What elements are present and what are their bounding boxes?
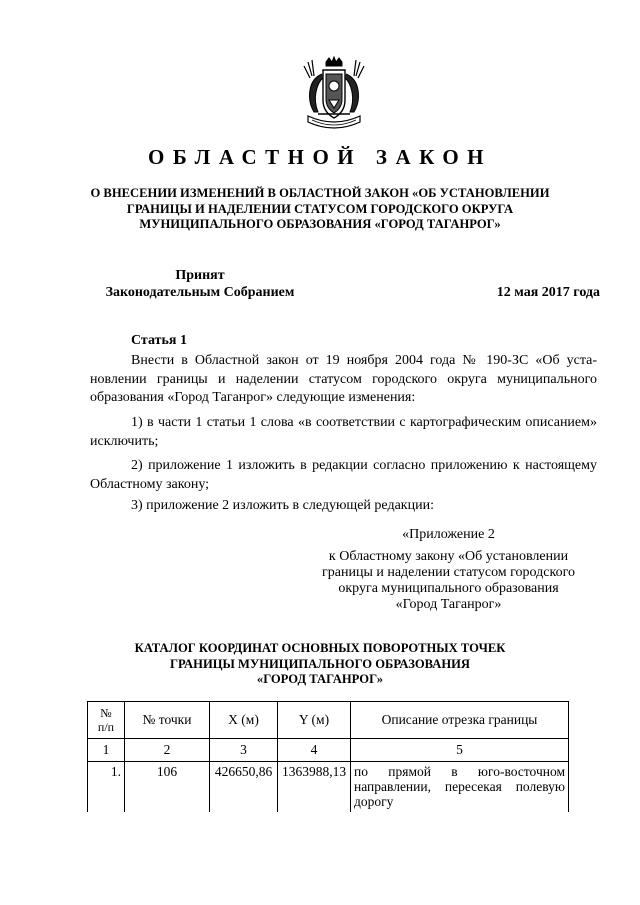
article-paragraph: 2) приложение 1 изложить в редакции согласно приложению к настоящему Областному закону; [90, 458, 597, 492]
catalog-title-line: ГРАНИЦЫ МУНИЦИПАЛЬНОГО ОБРАЗОВАНИЯ [169, 656, 471, 671]
law-subtitle-line: МУНИЦИПАЛЬНОГО ОБРАЗОВАНИЯ «ГОРОД ТАГАНРОГ» [139, 217, 501, 231]
table-row [88, 762, 569, 813]
header-number-sign: № [100, 706, 112, 720]
header-point: № точки [125, 702, 210, 739]
coat-of-arms-icon [298, 56, 370, 134]
law-subtitle-line: ГРАНИЦЫ И НАДЕЛЕНИИ СТАТУСОМ ГОРОДСКОГО ОКРУГА [126, 201, 514, 216]
article-paragraph: 3) приложение 2 изложить в следующей редакции: [131, 498, 434, 513]
law-title: ОБЛАСТНОЙ ЗАКОН [147, 145, 492, 169]
annex-line: к Областному закону «Об установлении [328, 549, 569, 564]
law-subtitle-line: О ВНЕСЕНИИ ИЗМЕНЕНИЙ В ОБЛАСТНОЙ ЗАКОН «ОБ УСТАНОВЛЕНИИ [90, 186, 550, 200]
annex-line: округа муниципального образования [338, 581, 559, 596]
adopted-body: Законодательным Собранием [105, 285, 295, 300]
law-subtitle [60, 186, 580, 233]
header-description: Описание отрезка границы [351, 702, 569, 739]
header-row-number [88, 702, 125, 739]
header-number-abbr: п/п [97, 720, 115, 734]
index-cell: 2 [125, 739, 210, 762]
index-cell: 1 [88, 739, 125, 762]
annex-reference [300, 549, 597, 613]
header-y: Y (м) [278, 702, 351, 739]
header-x: X (м) [210, 702, 278, 739]
table-index-row [88, 739, 569, 762]
article-paragraph: 1) в части 1 статьи 1 слова «в соответствии с картографическим описанием» исключить; [90, 415, 597, 449]
catalog-title-line: КАТАЛОГ КООРДИНАТ ОСНОВНЫХ ПОВОРОТНЫХ ТОЧЕК [134, 641, 506, 655]
adopted-label: Принят [175, 268, 225, 283]
annex-line: «Город Таганрог» [395, 597, 502, 612]
coordinates-table [87, 701, 569, 812]
row-description: по прямой в юго-восточном направлении, пересекая полевую дорогу [351, 762, 569, 813]
row-y: 1363988,13 [278, 762, 351, 813]
row-number: 1. [88, 762, 125, 813]
index-cell: 5 [351, 739, 569, 762]
article-heading: Статья 1 [131, 333, 187, 348]
catalog-title [60, 641, 580, 688]
index-cell: 4 [278, 739, 351, 762]
adopted-date: 12 мая 2017 года [496, 285, 600, 300]
annex-line: границы и наделении статусом городского [322, 565, 575, 580]
row-x: 426650,86 [210, 762, 278, 813]
catalog-title-line: «ГОРОД ТАГАНРОГ» [256, 672, 384, 686]
annex-label: «Приложение 2 [402, 527, 495, 542]
article-paragraph: Внести в Областной закон от 19 ноября 2004 года № 190-ЗС «Об установлении границы и наделении статусом городского округа муниципального образования «Город Таганрог» следующие изменения: [90, 353, 597, 405]
row-point: 106 [125, 762, 210, 813]
index-cell: 3 [210, 739, 278, 762]
table-header-row [88, 702, 569, 739]
adopted-by [90, 267, 310, 301]
